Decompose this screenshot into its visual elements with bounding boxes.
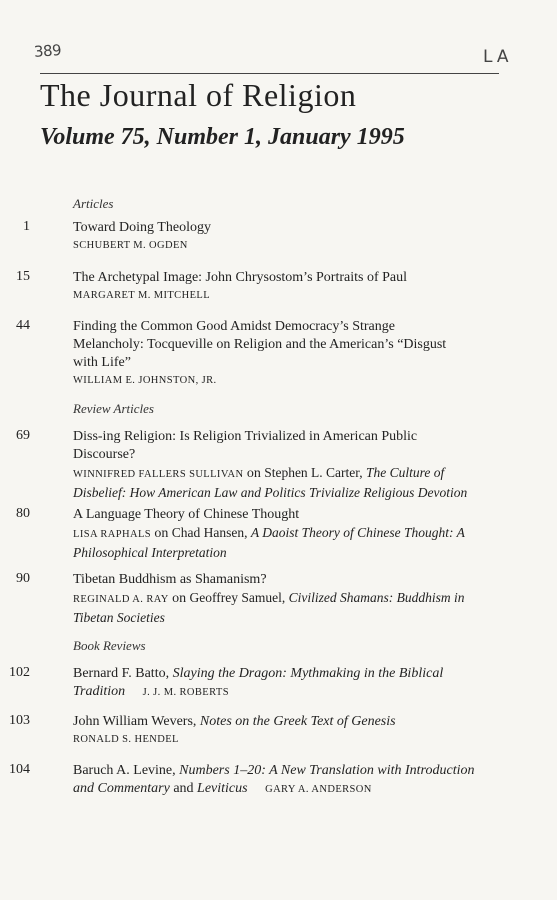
page-number: 69 (16, 428, 30, 443)
book-title: Notes on the Greek Text of Genesis (199, 714, 396, 729)
page-number: 80 (16, 506, 30, 521)
entry-body (73, 665, 505, 702)
book-title-second: Leviticus (197, 781, 248, 796)
entry-title-line: with Life” (73, 355, 131, 370)
reviewer-name: LISA RAPHALS (73, 529, 152, 540)
review-line (73, 524, 505, 544)
entry-body (73, 318, 505, 390)
page-number: 103 (9, 713, 30, 728)
entry-title: Tibetan Buddhism as Shamanism? (73, 572, 267, 587)
book-title: Numbers 1–20: A New Translation with Introduction (179, 763, 475, 778)
header-rule (40, 73, 499, 74)
entry-body (73, 713, 505, 749)
section-heading-articles: Articles (73, 196, 114, 211)
entry-body (73, 762, 505, 799)
entry-title: Toward Doing Theology (73, 220, 211, 235)
entry-title-line: Diss-ing Religion: Is Religion Trivialized in American Public (73, 429, 418, 444)
book-author: John William Wevers, (73, 714, 197, 729)
entry-body (73, 219, 505, 255)
entry-body (73, 428, 505, 502)
reviewed-title-cont: Philosophical Interpretation (73, 545, 227, 560)
reviewer-name: GARY A. ANDERSON (265, 784, 372, 795)
page-number: 102 (9, 665, 30, 680)
entry-author: MARGARET M. MITCHELL (73, 290, 211, 301)
book-author: Baruch A. Levine, (73, 763, 176, 778)
reviewer-name: RONALD S. HENDEL (73, 734, 179, 745)
entry-title: The Archetypal Image: John Chrysostom’s Portraits of Paul (73, 270, 408, 285)
book-line (73, 762, 505, 780)
handwritten-note-right: L A (483, 47, 509, 67)
book-line (73, 665, 505, 683)
reviewed-title: The Culture of (366, 465, 445, 480)
reviewed-title-cont: Disbelief: How American Law and Politics Trivialize Religious Devotion (73, 485, 468, 500)
page-number: 104 (9, 762, 30, 777)
and-word: and (173, 781, 194, 796)
on-word: on (154, 526, 169, 541)
reviewed-title: A Daoist Theory of Chinese Thought: A (250, 525, 465, 540)
page-number: 44 (16, 318, 30, 333)
on-word: on (246, 466, 261, 481)
review-line (73, 464, 505, 484)
review-line (73, 589, 505, 609)
entry-body (73, 269, 505, 305)
entry-title: A Language Theory of Chinese Thought (73, 507, 300, 522)
entry-body (73, 571, 505, 627)
page-number: 90 (16, 571, 30, 586)
issue-line: Volume 75, Number 1, January 1995 (40, 124, 405, 150)
book-title: Slaying the Dragon: Mythmaking in the Biblical (172, 666, 444, 681)
book-title-cont: and Commentary (73, 781, 170, 796)
book-line (73, 780, 505, 799)
entry-title-line: Finding the Common Good Amidst Democracy’s Strange (73, 319, 395, 334)
page-number: 1 (23, 219, 30, 234)
reviewed-title: Civilized Shamans: Buddhism in (288, 590, 465, 605)
book-line (73, 683, 505, 702)
entry-title-line: Melancholy: Tocqueville on Religion and the American’s “Disgust (73, 337, 447, 352)
page-number: 15 (16, 269, 30, 284)
reviewer-name: J. J. M. ROBERTS (142, 687, 229, 698)
section-heading-book-reviews: Book Reviews (73, 638, 146, 653)
reviewed-author: Chad Hansen, (171, 525, 248, 540)
book-title-cont: Tradition (73, 684, 126, 699)
section-heading-review-articles: Review Articles (73, 401, 154, 416)
entry-body (73, 506, 505, 562)
entry-author: SCHUBERT M. OGDEN (73, 240, 188, 251)
journal-title: The Journal of Religion (40, 77, 357, 113)
entry-title-line: Discourse? (73, 447, 136, 462)
handwritten-note-left: 389 (33, 41, 62, 61)
reviewed-title-cont: Tibetan Societies (73, 610, 165, 625)
book-line (73, 713, 505, 731)
reviewed-author: Geoffrey Samuel, (189, 590, 286, 605)
reviewer-name: REGINALD A. RAY (73, 594, 169, 605)
entry-author: WILLIAM E. JOHNSTON, JR. (73, 375, 217, 386)
reviewer-name: WINNIFRED FALLERS SULLIVAN (73, 469, 244, 480)
reviewed-author: Stephen L. Carter, (264, 465, 363, 480)
book-author: Bernard F. Batto, (73, 666, 170, 681)
on-word: on (172, 591, 187, 606)
